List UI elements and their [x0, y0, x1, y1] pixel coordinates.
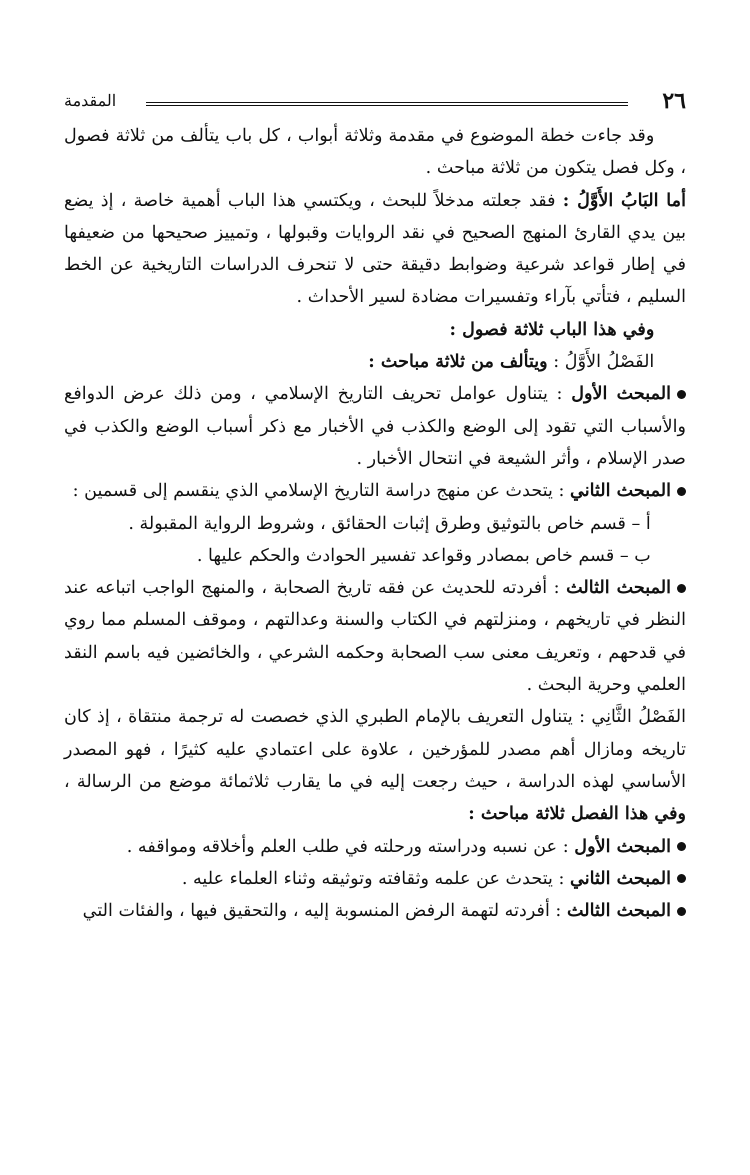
- list-item: المبحث الثالث : أفردته للحديث عن فقه تاريخ الصحابة ، والمنهج الواجب اتباعه عند النظر في تاريخهم ، ومنزلتهم في الكتاب والسنة وعدالتهم ، وموقف المسلم مما روي في قدحهم ، وتعريف معنى سب الصحابة وحكمه الشرعي ، والخائضين فيه باسم النقد العلمي وحرية البحث .: [64, 577, 686, 696]
- chapter-two-heading: الفَصْلُ الثَّانِي :: [579, 707, 686, 728]
- bullet-icon: [677, 907, 686, 916]
- list-item: المبحث الأول : عن نسبه ودراسته ورحلته في طلب العلم وأخلاقه ومواقفه .: [64, 831, 686, 863]
- sub-item-b: ب – قسم خاص بمصادر وقواعد تفسير الحوادث والحكم عليها .: [196, 545, 651, 566]
- paragraph-chapter-one: الفَصْلُ الأَوَّلُ : ويتألف من ثلاثة مباحث :: [368, 351, 655, 373]
- list-item: المبحث الثالث : أفردته لتهمة الرفض المنسوبة إليه ، والتحقيق فيها ، والفئات التي: [64, 895, 686, 927]
- chapter-one-heading: الفَصْلُ الأَوَّلُ :: [553, 352, 655, 373]
- list-item: المبحث الثاني : يتحدث عن علمه وثقافته وتوثيقه وثناء العلماء عليه .: [64, 863, 686, 895]
- page-body: [64, 120, 686, 927]
- part-one-heading: أما البَابُ الأَوَّلُ :: [562, 189, 686, 211]
- list-item: المبحث الأول : يتناول عوامل تحريف التاريخ الإسلامي ، ومن ذلك عرض الدوافع والأسباب التي تقود إلى الوضع والكذب في الأخبار مع ذكر أسباب الوضع والكذب في صدر الإسلام ، وأثر الشيعة في انتحال الأخبار .: [64, 383, 686, 469]
- running-title: المقدمة: [64, 91, 117, 110]
- paragraph-plan: وقد جاءت خطة الموضوع في مقدمة وثلاثة أبواب ، كل باب يتألف من ثلاثة فصول ، وكل فصل يتكون من ثلاثة مباحث .: [64, 126, 686, 179]
- bullet-icon: [677, 842, 686, 851]
- paragraph-chapters-count: وفي هذا الباب ثلاثة فصول :: [449, 318, 655, 340]
- list-item: المبحث الثاني : يتحدث عن منهج دراسة التاريخ الإسلامي الذي ينقسم إلى قسمين :: [64, 475, 686, 507]
- sub-item-a: أ – قسم خاص بالتوثيق وطرق إثبات الحقائق ، وشروط الرواية المقبولة .: [128, 513, 651, 534]
- bullet-icon: [677, 874, 686, 883]
- header-rule: [146, 102, 628, 106]
- bullet-icon: [677, 487, 686, 496]
- page-header: [64, 88, 686, 116]
- bullet-icon: [677, 584, 686, 593]
- paragraph-part-one: أما البَابُ الأَوَّلُ : فقد جعلته مدخلاً للبحث ، ويكتسي هذا الباب أهمية خاصة ، إذ يضع بين يدي القارئ المنهج الصحيح في نقد الروايات وقبولها ، وتمييز صحيحها من ضعيفها في إطار قواعد شرعية وضوابط دقيقة حتى لا تنحرف الدراسات التاريخية عن الخط السليم ، فتأتي بآراء وتفسيرات مضادة لسير الأحداث .: [64, 189, 686, 308]
- page-number: ٢٦: [662, 88, 686, 114]
- bullet-icon: [677, 390, 686, 399]
- paragraph-chapter-two: الفَصْلُ الثَّانِي : يتناول التعريف بالإمام الطبري الذي خصصت له ترجمة منتقاة ، إذ كان تاريخه ومازال أهم مصدر للمؤرخين ، علاوة على اعتمادي عليه كثيرًا ، فهو المصدر الأساسي لهذه الدراسة ، حيث رجعت إليه في ما يقارب ثلاثمائة موضع من الرسالة ، وفي هذا الفصل ثلاثة مباحث :: [64, 707, 686, 825]
